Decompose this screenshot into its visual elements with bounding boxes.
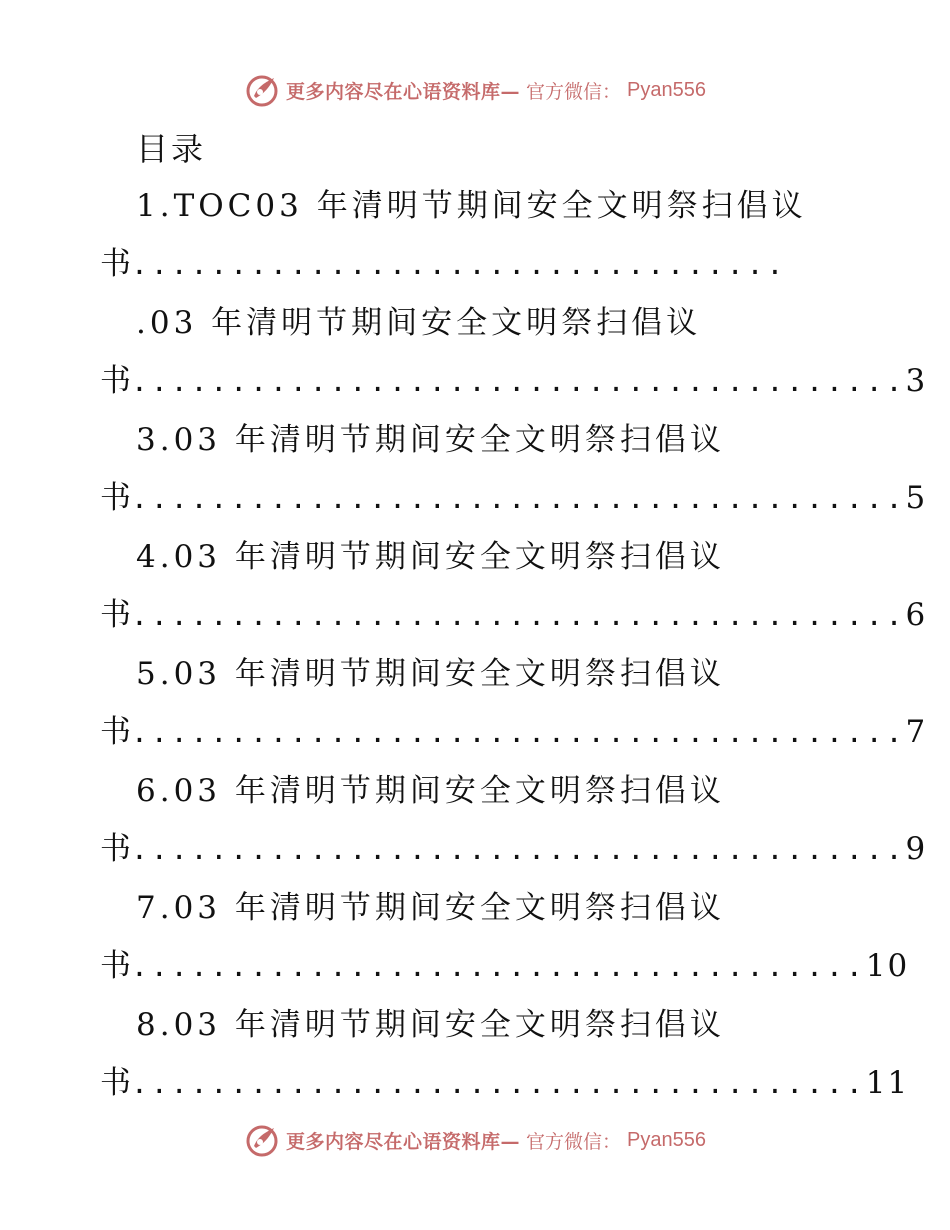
- toc-entry[interactable]: [0, 882, 950, 999]
- toc-entry-title-end: 书: [100, 246, 131, 282]
- toc-entry[interactable]: [0, 648, 950, 765]
- toc-list: [0, 180, 950, 1116]
- toc-entry-title: 8.03 年清明节期间安全文明祭扫倡议: [136, 1007, 725, 1043]
- toc-entry-page: 11: [865, 1065, 910, 1101]
- toc-entry-page: 3: [905, 363, 928, 399]
- logo-icon: [244, 1122, 280, 1158]
- toc-entry[interactable]: [0, 414, 950, 531]
- toc-entry-leader: [100, 355, 927, 400]
- toc-entry-dots: .......................................: [131, 365, 906, 398]
- banner-wechat-label: 官方微信：: [526, 80, 622, 103]
- toc-entry-title: .03 年清明节期间安全文明祭扫倡议: [136, 305, 702, 341]
- toc-entry-title-end: 书: [100, 948, 131, 984]
- toc-entry-dots: .....................................: [131, 950, 866, 983]
- toc-entry-title: 1.TOC03 年清明节期间安全文明祭扫倡议: [136, 188, 807, 224]
- toc-entry-leader: [100, 589, 927, 634]
- toc-entry-leader: [100, 1057, 909, 1102]
- toc-entry-title: 7.03 年清明节期间安全文明祭扫倡议: [136, 890, 725, 926]
- toc-entry[interactable]: [0, 180, 950, 297]
- toc-entry[interactable]: [0, 531, 950, 648]
- footer-banner: [0, 1120, 950, 1160]
- toc-entry-title-end: 书: [100, 480, 131, 516]
- toc-entry-title-end: 书: [100, 597, 131, 633]
- toc-entry-leader: [100, 706, 927, 751]
- toc-entry-title-end: 书: [100, 1065, 131, 1101]
- toc-entry[interactable]: [0, 765, 950, 882]
- banner-slogan: 更多内容尽在心语资料库—: [286, 1130, 521, 1153]
- toc-entry-page: 7: [905, 714, 928, 750]
- logo-icon: [244, 72, 280, 108]
- toc-entry-page: 10: [865, 948, 910, 984]
- toc-entry-leader: [100, 238, 786, 283]
- toc-entry-dots: .................................: [131, 248, 787, 281]
- toc-entry-title-end: 书: [100, 714, 131, 750]
- toc-entry-page: 5: [905, 480, 928, 516]
- toc-entry-title-end: 书: [100, 363, 131, 399]
- toc-entry-leader: [100, 472, 927, 517]
- toc-entry[interactable]: [0, 297, 950, 414]
- toc-entry-dots: .......................................: [131, 716, 906, 749]
- toc-entry-leader: [100, 823, 927, 868]
- toc-entry-dots: .......................................: [131, 833, 906, 866]
- toc-entry-page: 6: [905, 597, 928, 633]
- toc-entry-title: 3.03 年清明节期间安全文明祭扫倡议: [136, 422, 725, 458]
- banner-slogan: 更多内容尽在心语资料库—: [286, 80, 521, 103]
- banner-wechat-id: Pyan556: [627, 1128, 706, 1151]
- toc-entry-page: 9: [905, 831, 928, 867]
- toc-title: 目录: [136, 130, 207, 168]
- toc-entry-leader: [100, 940, 909, 985]
- banner-wechat-label: 官方微信：: [526, 1130, 622, 1153]
- toc-entry-dots: .......................................: [131, 599, 906, 632]
- toc-entry-title: 4.03 年清明节期间安全文明祭扫倡议: [136, 539, 725, 575]
- toc-entry-title: 5.03 年清明节期间安全文明祭扫倡议: [136, 656, 725, 692]
- toc-entry-title-end: 书: [100, 831, 131, 867]
- banner-wechat-id: Pyan556: [627, 78, 706, 101]
- toc-entry-dots: .....................................: [131, 1067, 866, 1100]
- toc-entry[interactable]: [0, 999, 950, 1116]
- toc-entry-title: 6.03 年清明节期间安全文明祭扫倡议: [136, 773, 725, 809]
- header-banner: [0, 70, 950, 110]
- toc-entry-dots: .......................................: [131, 482, 906, 515]
